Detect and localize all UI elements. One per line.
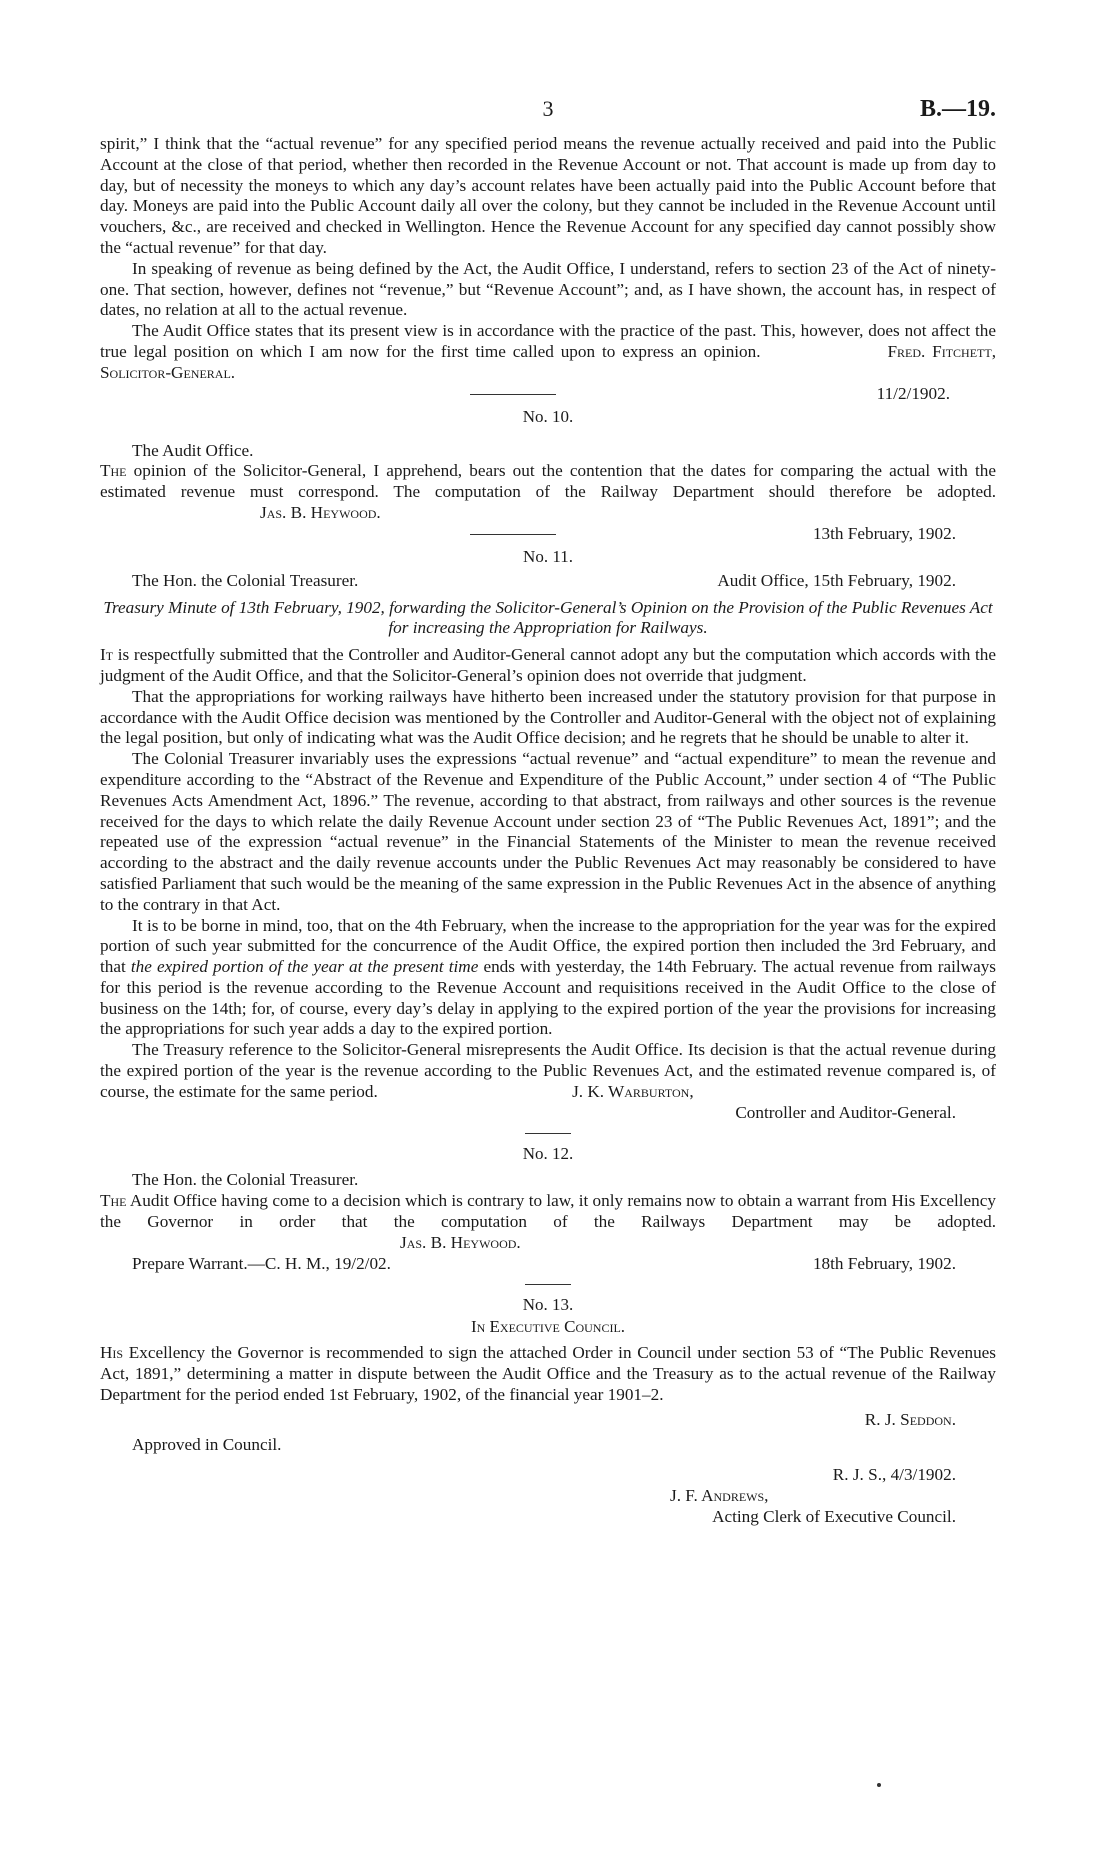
body-paragraph <box>100 916 996 1041</box>
section-number: No. 10. <box>522 406 574 426</box>
sender: Audit Office, 15th February, 1902. <box>717 570 956 590</box>
paragraph-text: is respectfully submitted that the Controller and Auditor-General cannot adopt any but the computation which accords with the judgment of the Audit Office, and that the Solicitor-General’s opinion does not override that judgment. <box>100 645 996 685</box>
first-word: It <box>100 645 114 665</box>
document-reference: B.—19. <box>919 96 996 122</box>
signature: R. J. Seddon. <box>864 1409 956 1429</box>
body-paragraph <box>100 645 996 687</box>
rule-date-row <box>100 524 996 545</box>
divider-rule <box>470 534 556 535</box>
body-paragraph: spirit,” I think that the “actual revenue” for any specified period means the revenue actually received and paid into the Public Account at the close of that period, whether then recorded in the Revenue Account or not. That account is made up from day to day, but of necessity the moneys to which any day’s account relates have been actually paid into the Public Account before that day. Moneys are paid into the Public Account daily all over the colony, but they cannot be included in the Revenue Account until vouchers, &c., are received and checked in Wellington. Hence the Revenue Account for any specified day cannot possibly show the “actual revenue” for that day. <box>100 134 996 257</box>
paragraph-text: The Treasury reference to the Solicitor-General misrepresents the Audit Office. Its decision is that the actual revenue during the expired portion of the year is the revenue according to the Public Revenues Act, and the estimated revenue compared is, of course, the estimate for the same period. <box>100 1040 996 1101</box>
paragraph-text: The Audit Office states that its present view is in accordance with the practice of the past. This, however, does not affect the true legal position on which I am now for the first time called upon to express an opinion. <box>100 321 996 361</box>
page-number: 3 <box>542 96 554 121</box>
clerk-name: J. F. Andrews, <box>670 1486 769 1506</box>
section-number: No. 12. <box>522 1144 574 1164</box>
first-word: The <box>100 461 127 481</box>
clerk-title: Acting Clerk of Executive Council. <box>712 1507 956 1527</box>
paragraph-text: Audit Office having come to a decision which is contrary to law, it only remains now to obtain a warrant from His Excellency the Governor in order that the computation of the Railways Department may be adopted. <box>100 1191 996 1232</box>
section-number: No. 11. <box>523 546 573 566</box>
signature: Jas. B. Heywood. <box>400 1232 521 1252</box>
body-paragraph <box>100 1040 996 1102</box>
paragraph-text: ends with yesterday, the 14th February. The actual revenue from railways for this period is the revenue according to the Revenue Account and requisitions received in the Audit Office to the close of business on the 14th; for, of course, every day’s delay in applying to the expired portion of the year the provisions for increasing the appropriations for such year adds a day to the expired portion. <box>100 957 997 1039</box>
rule-row <box>100 1123 996 1144</box>
body-paragraph <box>100 1343 996 1405</box>
approval-note: Approved in Council. <box>132 1434 282 1454</box>
paragraph-text: opinion of the Solicitor-General, I apprehend, bears out the contention that the dates for comparing the actual with the estimated revenue must correspond. The computation of the Railway Department should therefore be adopted. <box>100 461 997 502</box>
rule-row <box>100 1274 996 1295</box>
date: 11/2/1902. <box>876 383 950 403</box>
divider-rule <box>525 1133 571 1134</box>
body-paragraph: In speaking of revenue as being defined by the Act, the Audit Office, I understand, refers to section 23 of the Act of ninety-one. That section, however, defines not “revenue,” but “Revenue Account”; and, as I have shown, the account has, in respect of dates, no relation at all to the actual revenue. <box>100 258 996 320</box>
italic-phrase: the expired portion of the year at the present time <box>130 957 479 977</box>
section-number: No. 13. <box>522 1295 574 1315</box>
rule-date-row <box>100 384 996 405</box>
body-paragraph <box>100 321 996 383</box>
body-paragraph: The Colonial Treasurer invariably uses the expressions “actual revenue” and “actual expenditure” to mean the revenue and expenditure according to the “Abstract of the Revenue and Expenditure of the Public Account,” under section 4 of “The Public Revenues Acts Amendment Act, 1896.” The revenue, according to that abstract, from railways and other sources is the revenue received for the days to which relate the daily Revenue Account under section 23 of “The Public Revenues Act, 1891”; and the repeated use of the expression “actual revenue” in the Financial Statements of the Minister to mean the revenue received according to the abstract and the daily revenue accounts under the Public Revenues Act may reasonably be considered to have satisfied Parliament that such would be the meaning of the same expression in the Public Revenues Act in the absence of anything to the contrary in that Act. <box>100 749 996 914</box>
addressee: The Hon. the Colonial Treasurer. <box>132 1170 359 1190</box>
addressee-row <box>100 571 996 592</box>
paragraph-text: Excellency the Governor is recommended to sign the attached Order in Council under section 53 of “The Public Revenues Act, 1891,” determining a matter in dispute between the Audit Office and the Treasury as to the actual revenue of the Railway Department for the period ended 1st February, 1902, of the financial year 1901–2. <box>100 1343 996 1405</box>
divider-rule <box>525 1284 571 1285</box>
body-paragraph <box>100 1191 996 1253</box>
signature: J. K. Warburton, <box>572 1081 694 1101</box>
signature-title: Controller and Auditor-General. <box>735 1102 956 1122</box>
divider-rule <box>470 394 556 395</box>
warrant-note: Prepare Warrant.—C. H. M., 19/2/02. <box>132 1253 391 1273</box>
first-word: The <box>100 1191 127 1211</box>
body-paragraph: That the appropriations for working railways have hitherto been increased under the statutory provision for that purpose in accordance with the Audit Office decision was mentioned by the Controller and Auditor-General with the object not of explaining the legal position, but only of indicating what was the Audit Office decision; and he regrets that he should be unable to alter it. <box>100 686 996 748</box>
section-heading: In Executive Council. <box>470 1317 626 1337</box>
signature: Fred. Fitchett, Solicitor-General. <box>100 341 997 382</box>
body-paragraph <box>100 461 996 523</box>
note-row <box>100 1254 996 1275</box>
date: 13th February, 1902. <box>812 523 956 543</box>
signature: Jas. B. Heywood. <box>260 502 381 522</box>
document-page <box>100 96 996 1528</box>
paragraph-text: It is to be borne in mind, too, that on the 4th February, when the increase to the appropriation for the year was for the expired portion of such year submitted for the concurrence of the Audit Office, the expired portion then included the 3rd February, and that <box>100 915 996 977</box>
addressee: The Hon. the Colonial Treasurer. <box>132 570 359 590</box>
first-word: His <box>100 1343 124 1363</box>
date: 18th February, 1902. <box>812 1253 956 1273</box>
page-header <box>100 96 996 134</box>
minute-title: Treasury Minute of 13th February, 1902, forwarding the Solicitor-General’s Opinion on the Provision of the Public Revenues Act for increasing the Appropriation for Railways. <box>103 597 993 638</box>
ink-dot <box>877 1783 881 1787</box>
initials-date: R. J. S., 4/3/1902. <box>832 1465 956 1485</box>
addressee: The Audit Office. <box>132 440 254 460</box>
